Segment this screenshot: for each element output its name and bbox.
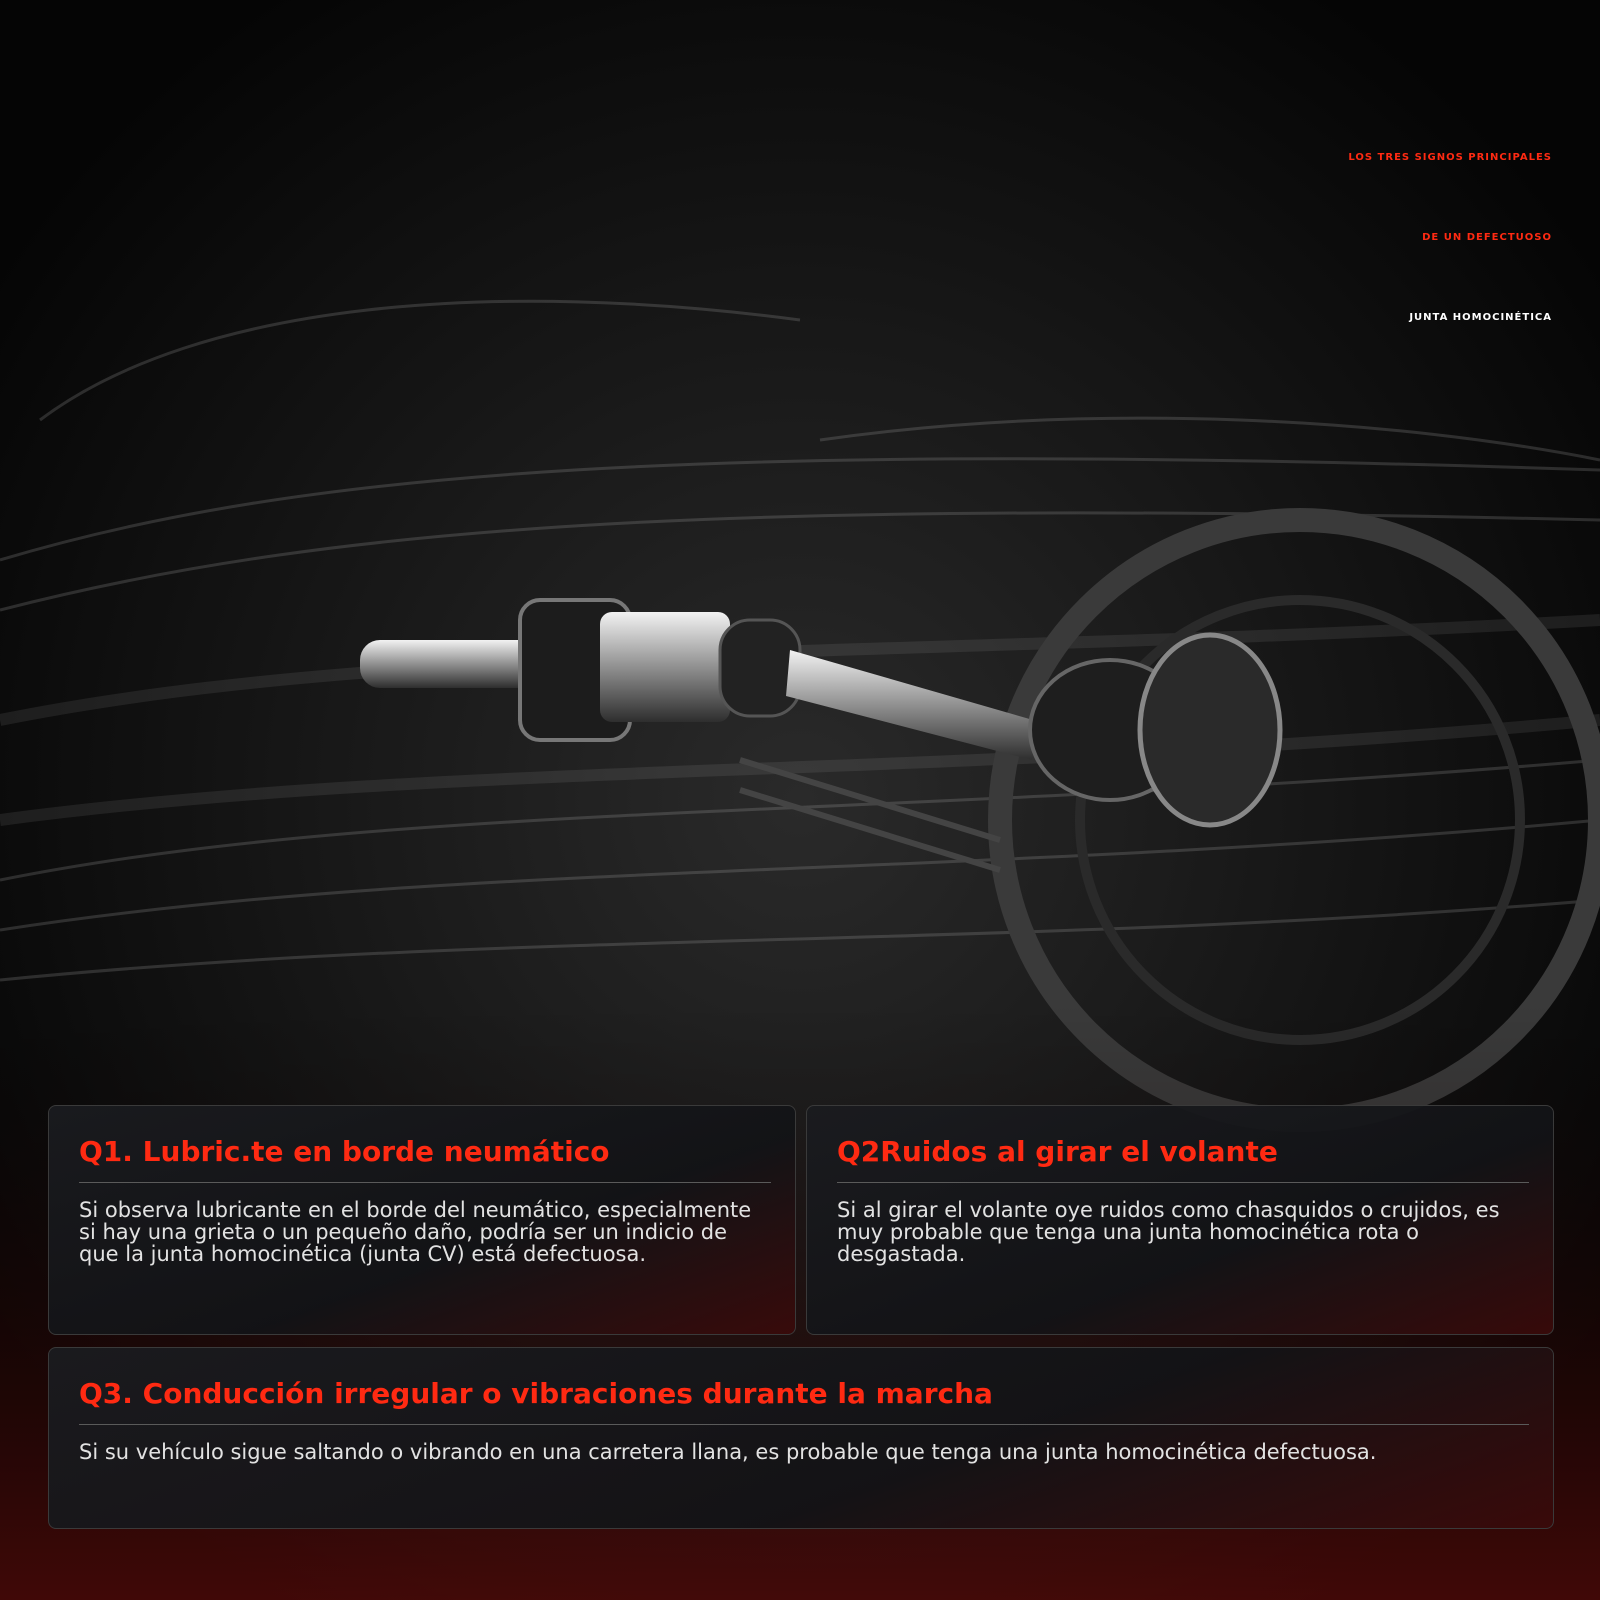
sign-card-2-text: Si al girar el volante oye ruidos como chasquidos o crujidos, es muy probable que tenga una junta homocinética rota o desgastada. xyxy=(837,1198,1500,1266)
sign-card-3 xyxy=(48,1347,1554,1529)
page-heading xyxy=(72,118,1552,358)
sign-card-2-title: Q2Ruidos al girar el volante xyxy=(837,1132,1529,1183)
sign-card-3-text: Si su vehículo sigue saltando o vibrando en una carretera llana, es probable que tenga una junta homocinética defectuosa. xyxy=(79,1440,1377,1464)
sign-card-1-text: Si observa lubricante en el borde del neumático, especialmente si hay una grieta o un pequeño daño, podría ser un indicio de que la junta homocinética (junta CV) está defectuosa. xyxy=(79,1198,752,1266)
sign-card-1 xyxy=(48,1105,796,1335)
sign-card-3-title: Q3. Conducción irregular o vibraciones durante la marcha xyxy=(79,1374,1529,1425)
heading-line-1: LOS TRES SIGNOS PRINCIPALES xyxy=(1348,152,1552,163)
heading-line-2: DE UN DEFECTUOSO xyxy=(1422,232,1552,243)
heading-line-3: JUNTA HOMOCINÉTICA xyxy=(1409,312,1552,323)
sign-card-2 xyxy=(806,1105,1554,1335)
sign-card-1-title: Q1. Lubric.te en borde neumático xyxy=(79,1132,771,1183)
